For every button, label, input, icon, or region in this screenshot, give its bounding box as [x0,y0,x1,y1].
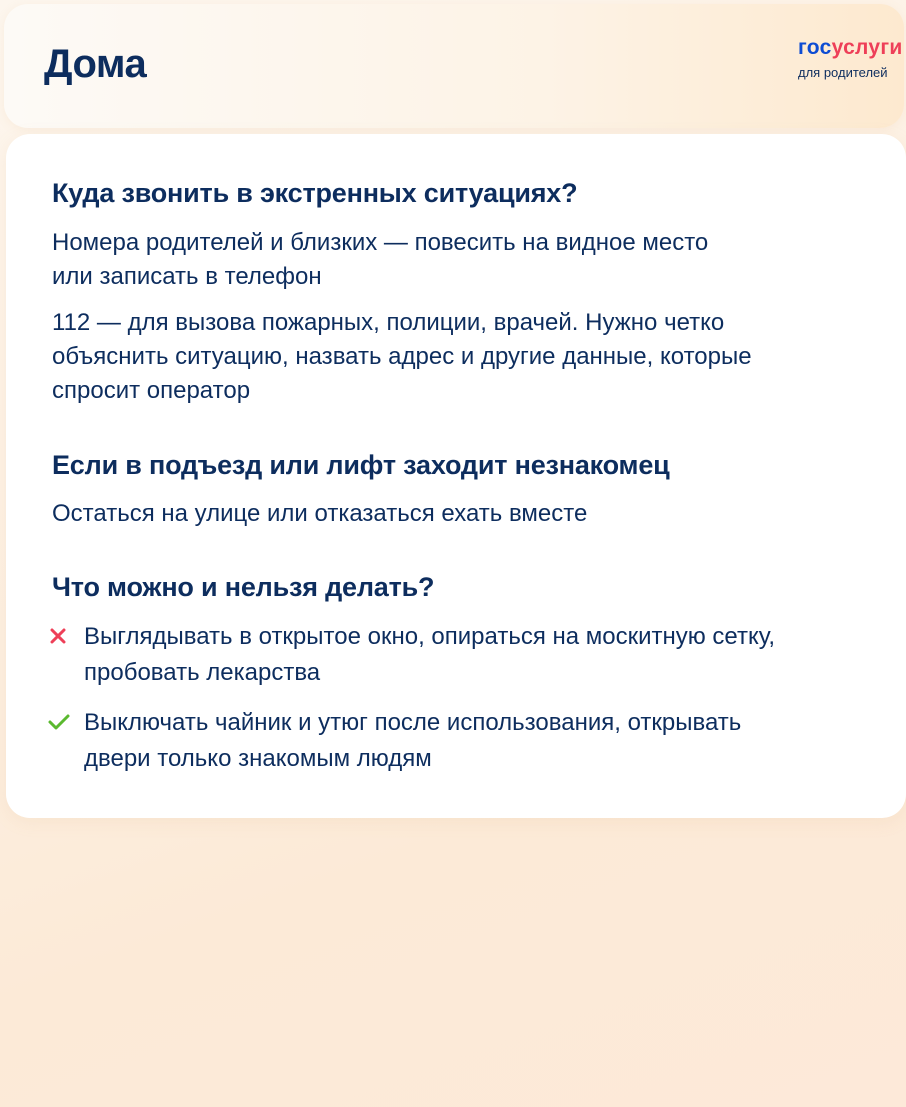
gosuslugi-logo[interactable] [798,36,903,82]
stranger-heading: Если в подъезд или лифт заходит незнакомец [52,450,670,480]
logo-wordmark-gos: гос [798,36,832,59]
emergency-contacts-line-2: или записать в телефон [52,263,322,290]
rules-heading: Что можно и нельзя делать? [52,572,435,602]
emergency-112-line-1: 112 — для вызова пожарных, полиции, врачей. Нужно четко [52,309,725,336]
page-title: Дома [44,42,147,86]
emergency-112-line-3: спросит оператор [52,377,251,404]
do-text-line-2: двери только знакомым людям [84,745,432,772]
emergency-112-line-2: объяснить ситуацию, назвать адрес и другие данные, которые [52,343,752,370]
cross-icon [46,621,72,651]
emergency-heading: Куда звонить в экстренных ситуациях? [52,178,578,208]
do-text-line-1: Выключать чайник и утюг после использования, открывать [84,709,742,736]
logo-wordmark [798,36,903,60]
logo-subtitle: для родителей [798,65,888,80]
logo-wordmark-uslugi: услуги [831,36,903,59]
dont-text-line-2: пробовать лекарства [84,659,321,686]
stranger-advice: Остаться на улице или отказаться ехать вместе [52,500,588,527]
dont-text-line-1: Выглядывать в открытое окно, опираться на москитную сетку, [84,623,775,650]
emergency-contacts-line-1: Номера родителей и близких — повесить на видное место [52,229,709,256]
content-card [6,134,906,818]
check-icon [46,707,72,737]
